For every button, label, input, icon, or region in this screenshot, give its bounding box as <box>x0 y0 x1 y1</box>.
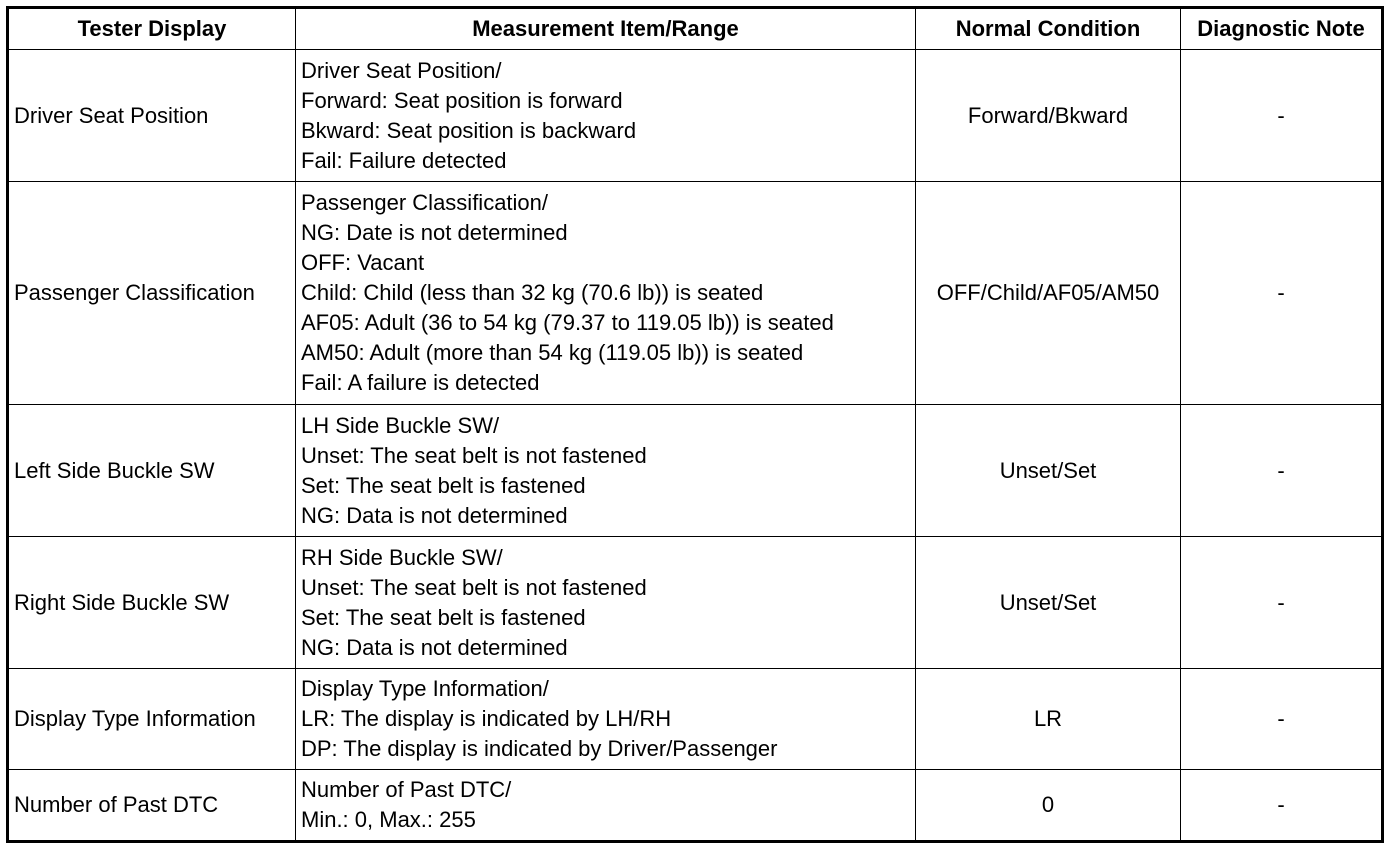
range-line: LR: The display is indicated by LH/RH <box>301 706 672 731</box>
range-line: AM50: Adult (more than 54 kg (119.05 lb)) is seated <box>301 340 804 365</box>
header-normal-condition: Normal Condition <box>916 8 1181 50</box>
measurement-range-cell <box>296 50 916 182</box>
header-measurement-item-range: Measurement Item/Range <box>296 8 916 50</box>
header-tester-display: Tester Display <box>8 8 296 50</box>
data-list-table <box>6 6 1384 843</box>
normal-condition-cell: Unset/Set <box>916 405 1181 537</box>
range-line: Forward: Seat position is forward <box>301 87 623 113</box>
range-line: RH Side Buckle SW/ <box>301 544 503 570</box>
normal-condition-cell: Unset/Set <box>916 537 1181 669</box>
tester-display-cell: Left Side Buckle SW <box>8 405 296 537</box>
table-header <box>8 8 1383 50</box>
range-line: NG: Data is not determined <box>301 502 568 528</box>
range-line: AF05: Adult (36 to 54 kg (79.37 to 119.05 lb)) is seated <box>301 310 834 335</box>
normal-condition-cell: OFF/Child/AF05/AM50 <box>916 182 1181 405</box>
range-line: Fail: A failure is detected <box>301 370 540 395</box>
table-row <box>8 182 1383 405</box>
tester-display-cell: Passenger Classification <box>8 182 296 405</box>
range-line: Bkward: Seat position is backward <box>301 117 637 143</box>
range-line: OFF: Vacant <box>301 250 425 275</box>
tester-display-cell: Driver Seat Position <box>8 50 296 182</box>
table-row <box>8 770 1383 842</box>
header-row <box>8 8 1383 50</box>
range-line: Number of Past DTC/ <box>301 777 512 802</box>
normal-condition-cell: Forward/Bkward <box>916 50 1181 182</box>
range-line: Unset: The seat belt is not fastened <box>301 574 647 600</box>
measurement-range-cell <box>296 537 916 669</box>
measurement-range-cell <box>296 182 916 405</box>
normal-condition-cell: 0 <box>916 770 1181 842</box>
measurement-range-cell <box>296 669 916 770</box>
table-row <box>8 405 1383 537</box>
range-line: LH Side Buckle SW/ <box>301 412 500 438</box>
normal-condition-cell: LR <box>916 669 1181 770</box>
header-diagnostic-note: Diagnostic Note <box>1181 8 1383 50</box>
diagnostic-note-cell: - <box>1181 182 1383 405</box>
tester-display-cell: Number of Past DTC <box>8 770 296 842</box>
diagnostic-note-cell: - <box>1181 770 1383 842</box>
range-line: Passenger Classification/ <box>301 190 549 215</box>
range-line: Min.: 0, Max.: 255 <box>301 807 476 832</box>
diagnostic-note-cell: - <box>1181 669 1383 770</box>
table-body <box>8 50 1383 842</box>
range-line: Child: Child (less than 32 kg (70.6 lb)) is seated <box>301 280 764 305</box>
tester-display-cell: Display Type Information <box>8 669 296 770</box>
table-row <box>8 669 1383 770</box>
diagnostic-note-cell: - <box>1181 537 1383 669</box>
range-line: Fail: Failure detected <box>301 147 507 173</box>
tester-display-cell: Right Side Buckle SW <box>8 537 296 669</box>
range-line: DP: The display is indicated by Driver/Passenger <box>301 736 778 761</box>
range-line: Set: The seat belt is fastened <box>301 604 586 630</box>
table-row <box>8 537 1383 669</box>
measurement-range-cell <box>296 405 916 537</box>
range-line: Unset: The seat belt is not fastened <box>301 442 647 468</box>
diagnostic-note-cell: - <box>1181 405 1383 537</box>
range-line: NG: Data is not determined <box>301 634 568 660</box>
diagnostic-note-cell: - <box>1181 50 1383 182</box>
range-line: Set: The seat belt is fastened <box>301 472 586 498</box>
table-row <box>8 50 1383 182</box>
measurement-range-cell <box>296 770 916 842</box>
range-line: NG: Date is not determined <box>301 220 568 245</box>
range-line: Driver Seat Position/ <box>301 57 502 83</box>
range-line: Display Type Information/ <box>301 676 549 701</box>
